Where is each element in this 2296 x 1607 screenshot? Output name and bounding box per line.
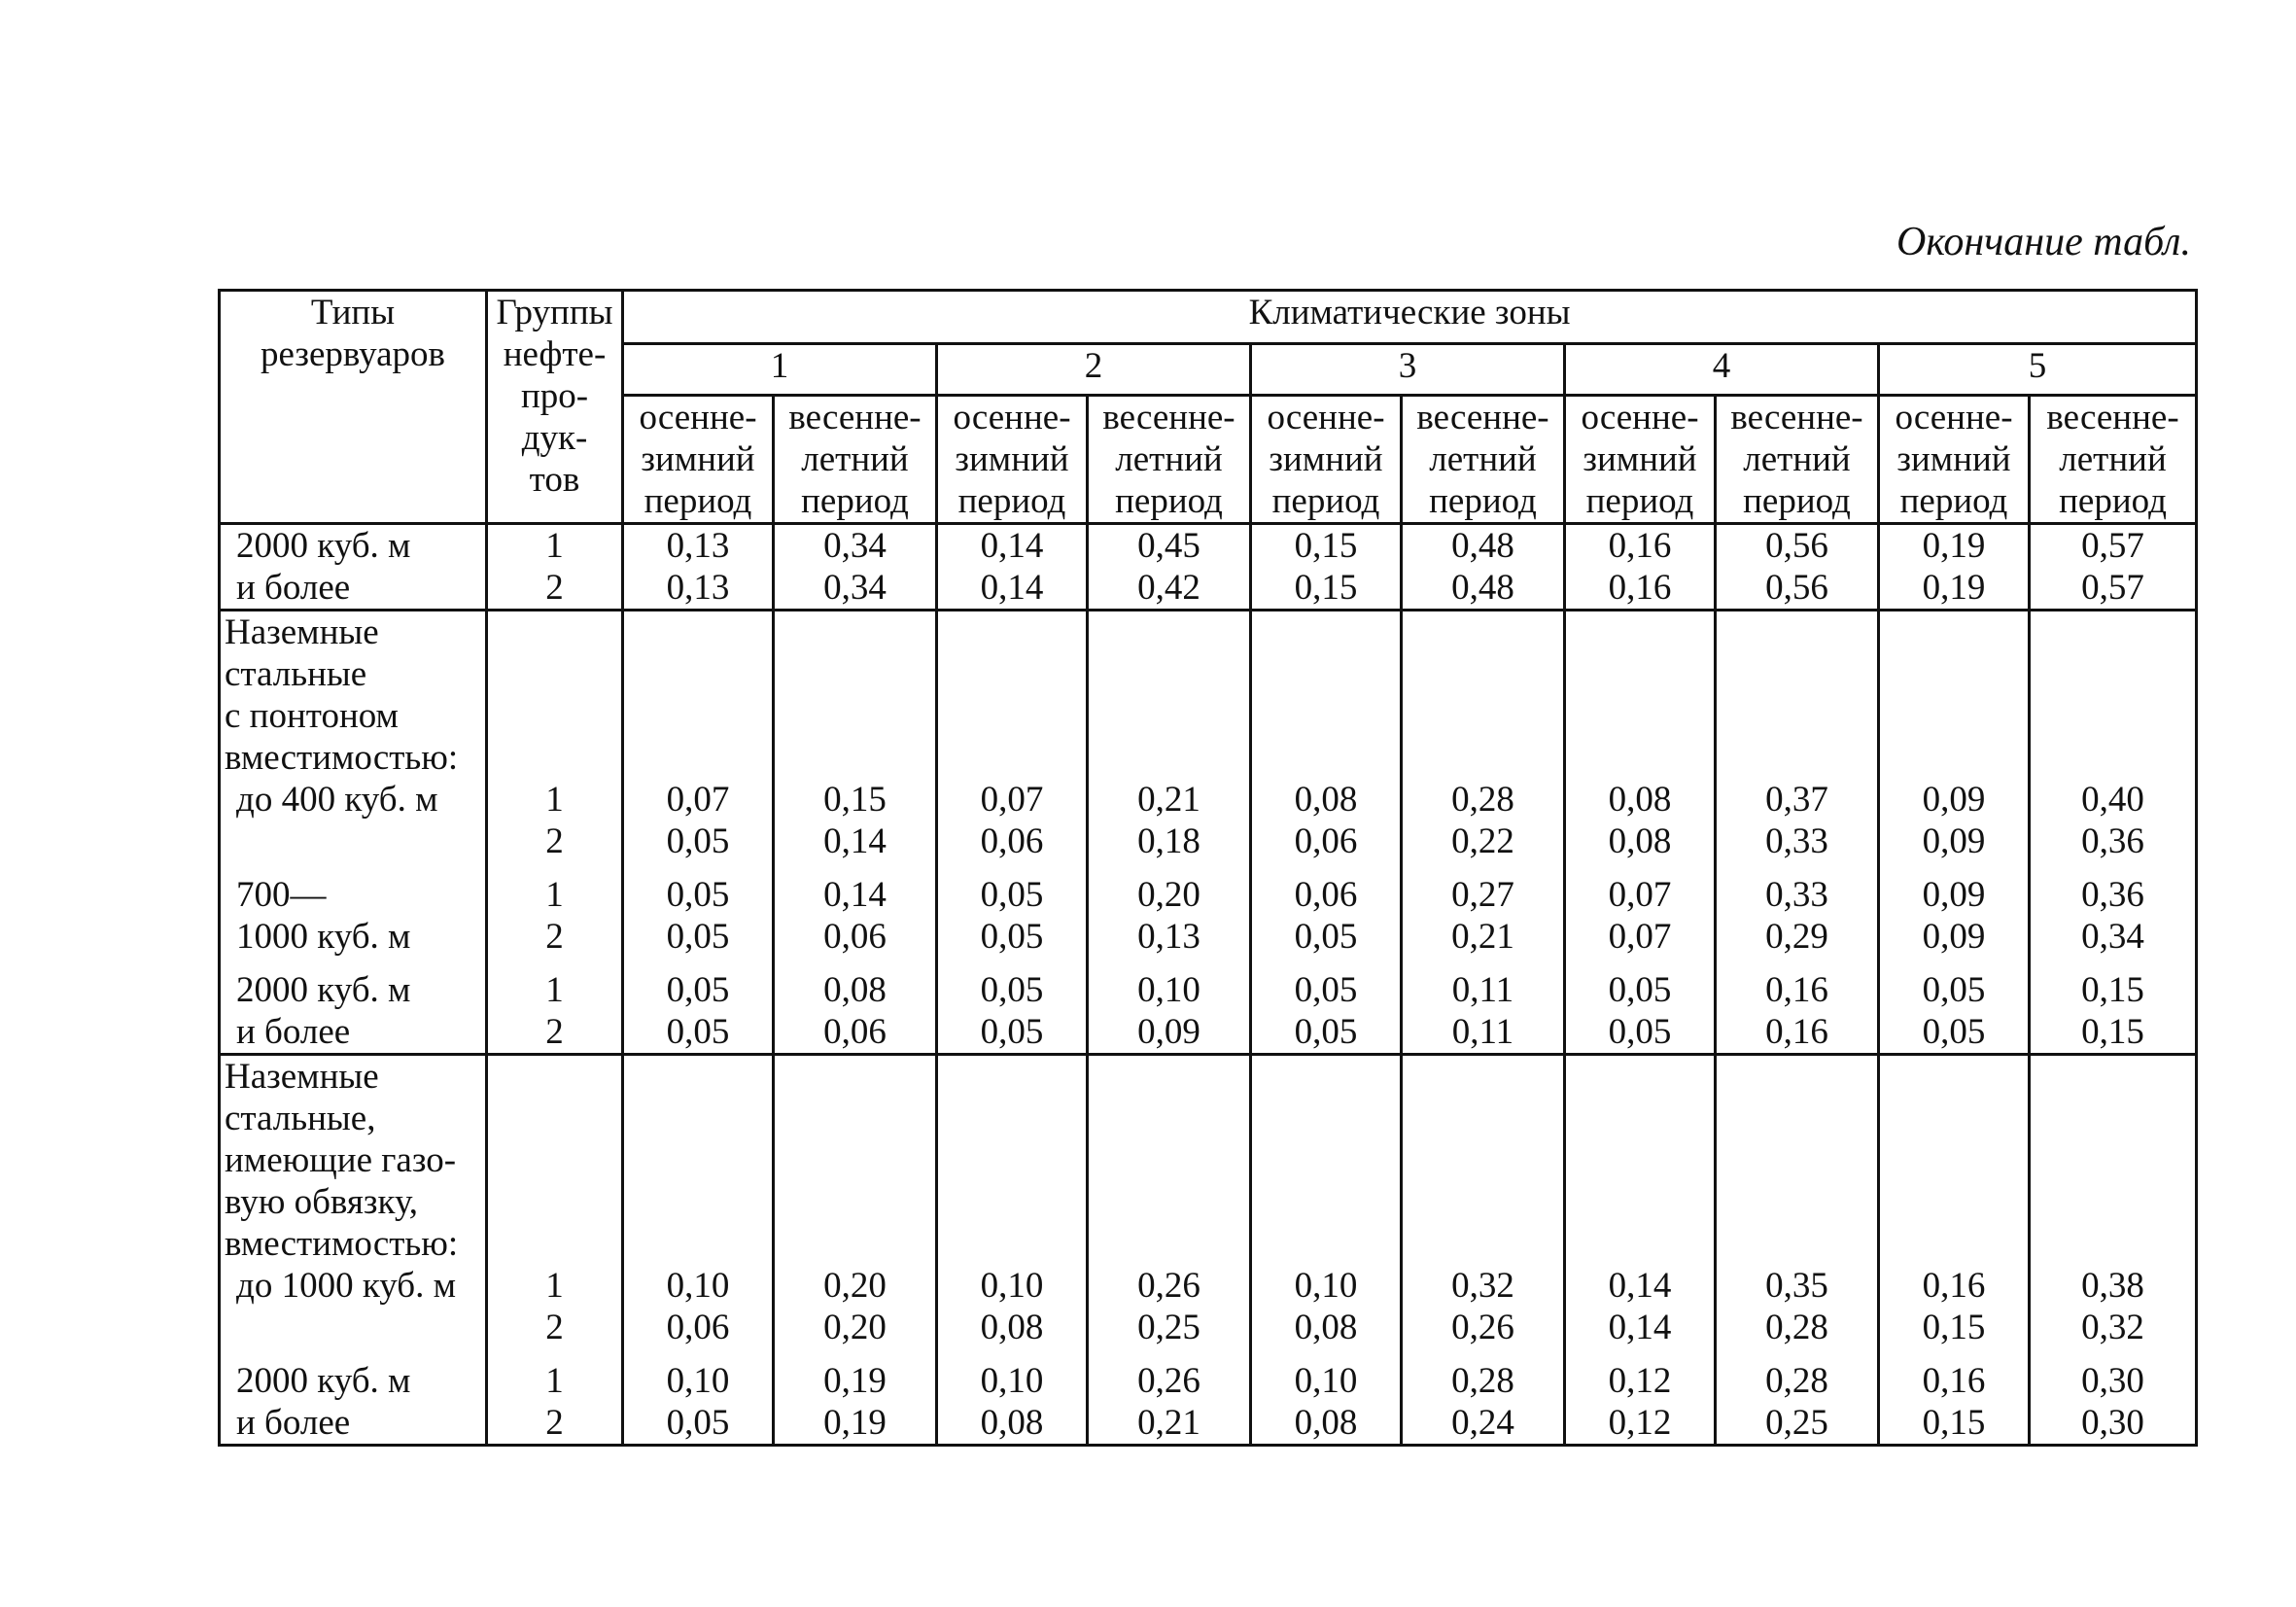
zone-3-spring-cell xyxy=(1402,1055,1565,1446)
zone-5-spring-cell xyxy=(2030,524,2197,611)
zone-3-spring-cell xyxy=(1402,524,1565,611)
zone-1-spring-cell-value: 0,20 xyxy=(823,1266,887,1306)
table-caption: Окончание табл. xyxy=(1896,220,2191,264)
header-autumn-period-zone-5: осенне- зимний период xyxy=(1879,396,2030,524)
zone-4-autumn-cell-value: 0,05 xyxy=(1608,1012,1672,1052)
zone-5-spring-cell-value: 0,30 xyxy=(2081,1403,2144,1443)
zone-3-spring-cell-value: 0,48 xyxy=(1451,526,1514,566)
zone-2-autumn-cell-value: 0,14 xyxy=(980,568,1044,608)
zone-2-spring-cell-value: 0,26 xyxy=(1137,1361,1200,1401)
zone-1-autumn-cell-value: 0,13 xyxy=(666,568,730,608)
zone-5-autumn-cell-value: 0,05 xyxy=(1922,970,1986,1010)
zone-1-spring-cell-value: 0,34 xyxy=(823,526,887,566)
zone-5-autumn-cell-value: 0,16 xyxy=(1922,1266,1986,1306)
header-autumn-period-zone-1: осенне- зимний период xyxy=(623,396,774,524)
zone-2-autumn-cell xyxy=(937,1055,1088,1446)
zone-3-spring-cell xyxy=(1402,611,1565,1055)
zone-5-autumn-cell-value: 0,15 xyxy=(1922,1308,1986,1347)
tank-type-cell xyxy=(220,524,487,611)
table-body xyxy=(220,524,2197,1446)
capacity-label: 2000 куб. м и более xyxy=(236,526,411,608)
zone-5-spring-cell-value: 0,40 xyxy=(2081,780,2144,820)
zone-2-autumn-cell xyxy=(937,524,1088,611)
zone-4-spring-cell-value: 0,37 xyxy=(1765,780,1828,820)
zone-4-autumn-cell xyxy=(1565,611,1716,1055)
section-heading-line: Наземные xyxy=(225,612,379,652)
zone-5-spring-cell xyxy=(2030,611,2197,1055)
zone-1-autumn-cell-value: 0,10 xyxy=(666,1361,730,1401)
zone-4-autumn-cell-value: 0,07 xyxy=(1608,917,1672,957)
product-group-cell xyxy=(487,611,623,1055)
capacity-label: 700— 1000 куб. м xyxy=(236,875,411,957)
zone-1-spring-cell-value: 0,19 xyxy=(823,1361,887,1401)
zone-1-spring-cell xyxy=(774,524,937,611)
zone-1-spring-cell-value: 0,34 xyxy=(823,568,887,608)
capacity-label: до 1000 куб. м xyxy=(236,1266,457,1306)
table-section-row xyxy=(220,1055,2197,1446)
zone-3-spring-cell-value: 0,28 xyxy=(1451,780,1514,820)
zone-2-spring-cell xyxy=(1088,611,1251,1055)
zone-3-autumn-cell-value: 0,05 xyxy=(1294,917,1358,957)
zone-5-autumn-cell-value: 0,09 xyxy=(1922,917,1986,957)
zone-5-autumn-cell-value: 0,19 xyxy=(1922,526,1986,566)
header-autumn-period-zone-3: осенне- зимний период xyxy=(1251,396,1402,524)
product-group-cell-value: 2 xyxy=(545,1012,564,1052)
zone-2-spring-cell-value: 0,26 xyxy=(1137,1266,1200,1306)
table-header xyxy=(220,291,2197,524)
zone-5-autumn-cell-value: 0,09 xyxy=(1922,780,1986,820)
zone-3-autumn-cell xyxy=(1251,524,1402,611)
section-heading-line: Наземные xyxy=(225,1057,379,1097)
zone-5-spring-cell-value: 0,15 xyxy=(2081,970,2144,1010)
header-spring-period-zone-4: весенне- летний период xyxy=(1716,396,1879,524)
zone-2-autumn-cell-value: 0,10 xyxy=(980,1266,1044,1306)
zone-2-spring-cell-value: 0,25 xyxy=(1137,1308,1200,1347)
tank-type-cell xyxy=(220,1055,487,1446)
zone-3-autumn-cell xyxy=(1251,1055,1402,1446)
zone-3-autumn-cell-value: 0,10 xyxy=(1294,1266,1358,1306)
header-spring-period-zone-2: весенне- летний период xyxy=(1088,396,1251,524)
zone-3-spring-cell-value: 0,28 xyxy=(1451,1361,1514,1401)
zone-3-spring-cell-value: 0,22 xyxy=(1451,821,1514,861)
zone-4-spring-cell-value: 0,56 xyxy=(1765,568,1828,608)
zone-2-autumn-cell-value: 0,05 xyxy=(980,875,1044,915)
zone-2-spring-cell-value: 0,13 xyxy=(1137,917,1200,957)
zone-1-autumn-cell xyxy=(623,524,774,611)
header-zone-5: 5 xyxy=(1879,344,2197,396)
zone-3-spring-cell-value: 0,21 xyxy=(1451,917,1514,957)
zone-4-spring-cell-value: 0,25 xyxy=(1765,1403,1828,1443)
zone-2-spring-cell-value: 0,18 xyxy=(1137,821,1200,861)
zone-3-autumn-cell-value: 0,10 xyxy=(1294,1361,1358,1401)
zone-1-spring-cell xyxy=(774,1055,937,1446)
zone-5-spring-cell-value: 0,34 xyxy=(2081,917,2144,957)
zone-3-spring-cell-value: 0,32 xyxy=(1451,1266,1514,1306)
zone-1-autumn-cell-value: 0,13 xyxy=(666,526,730,566)
header-zone-1: 1 xyxy=(623,344,937,396)
zone-1-autumn-cell-value: 0,07 xyxy=(666,780,730,820)
zone-2-autumn-cell-value: 0,05 xyxy=(980,970,1044,1010)
zone-5-autumn-cell-value: 0,16 xyxy=(1922,1361,1986,1401)
zone-5-spring-cell-value: 0,36 xyxy=(2081,875,2144,915)
zone-4-spring-cell-value: 0,29 xyxy=(1765,917,1828,957)
zone-2-spring-cell-value: 0,42 xyxy=(1137,568,1200,608)
zone-2-spring-cell xyxy=(1088,1055,1251,1446)
product-group-cell-value: 2 xyxy=(545,917,564,957)
zone-5-spring-cell-value: 0,32 xyxy=(2081,1308,2144,1347)
zone-4-autumn-cell-value: 0,08 xyxy=(1608,780,1672,820)
zone-2-spring-cell-value: 0,21 xyxy=(1137,1403,1200,1443)
zone-3-autumn-cell-value: 0,08 xyxy=(1294,780,1358,820)
section-heading-line: имеющие газо- xyxy=(225,1140,457,1180)
zone-2-spring-cell-value: 0,10 xyxy=(1137,970,1200,1010)
zone-4-autumn-cell-value: 0,14 xyxy=(1608,1266,1672,1306)
capacity-label: 2000 куб. м и более xyxy=(236,1361,411,1443)
product-group-cell-value: 1 xyxy=(545,526,564,566)
header-spring-period-zone-3: весенне- летний период xyxy=(1402,396,1565,524)
zone-2-autumn-cell-value: 0,07 xyxy=(980,780,1044,820)
product-group-cell-value: 1 xyxy=(545,1266,564,1306)
zone-2-autumn-cell-value: 0,10 xyxy=(980,1361,1044,1401)
product-group-cell-value: 2 xyxy=(545,568,564,608)
zone-1-autumn-cell-value: 0,06 xyxy=(666,1308,730,1347)
zone-5-autumn-cell-value: 0,05 xyxy=(1922,1012,1986,1052)
header-product-groups: Группы нефте- про- дук- тов xyxy=(487,291,623,524)
zone-4-spring-cell xyxy=(1716,524,1879,611)
zone-4-autumn-cell-value: 0,14 xyxy=(1608,1308,1672,1347)
table-section-row xyxy=(220,524,2197,611)
zone-3-autumn-cell xyxy=(1251,611,1402,1055)
zone-1-autumn-cell-value: 0,05 xyxy=(666,917,730,957)
header-zone-2: 2 xyxy=(937,344,1251,396)
product-group-cell-value: 2 xyxy=(545,1403,564,1443)
header-autumn-period-zone-2: осенне- зимний период xyxy=(937,396,1088,524)
zone-1-autumn-cell xyxy=(623,611,774,1055)
product-group-cell xyxy=(487,524,623,611)
product-group-cell-value: 1 xyxy=(545,780,564,820)
zone-1-spring-cell-value: 0,06 xyxy=(823,917,887,957)
zone-4-spring-cell-value: 0,33 xyxy=(1765,821,1828,861)
zone-4-spring-cell-value: 0,16 xyxy=(1765,1012,1828,1052)
section-heading-line: вую обвязку, xyxy=(225,1182,419,1222)
zone-2-spring-cell-value: 0,21 xyxy=(1137,780,1200,820)
product-group-cell-value: 1 xyxy=(545,1361,564,1401)
zone-2-spring-cell xyxy=(1088,524,1251,611)
zone-3-spring-cell-value: 0,11 xyxy=(1451,970,1514,1010)
zone-5-autumn-cell xyxy=(1879,611,2030,1055)
zone-4-spring-cell-value: 0,16 xyxy=(1765,970,1828,1010)
zone-2-spring-cell-value: 0,09 xyxy=(1137,1012,1200,1052)
zone-1-spring-cell-value: 0,19 xyxy=(823,1403,887,1443)
zone-4-spring-cell-value: 0,35 xyxy=(1765,1266,1828,1306)
zone-3-spring-cell-value: 0,24 xyxy=(1451,1403,1514,1443)
zone-3-autumn-cell-value: 0,15 xyxy=(1294,568,1358,608)
zone-4-autumn-cell-value: 0,12 xyxy=(1608,1361,1672,1401)
zone-2-autumn-cell-value: 0,05 xyxy=(980,1012,1044,1052)
zone-3-autumn-cell-value: 0,08 xyxy=(1294,1403,1358,1443)
capacity-label: до 400 куб. м xyxy=(236,780,438,820)
zone-3-autumn-cell-value: 0,06 xyxy=(1294,875,1358,915)
zone-3-autumn-cell-value: 0,08 xyxy=(1294,1308,1358,1347)
zone-1-autumn-cell-value: 0,05 xyxy=(666,970,730,1010)
zone-5-autumn-cell xyxy=(1879,1055,2030,1446)
zone-3-spring-cell-value: 0,11 xyxy=(1451,1012,1514,1052)
section-heading-line: с понтоном xyxy=(225,696,399,736)
zone-4-spring-cell xyxy=(1716,1055,1879,1446)
zone-4-autumn-cell-value: 0,05 xyxy=(1608,970,1672,1010)
tank-type-cell xyxy=(220,611,487,1055)
zone-1-autumn-cell-value: 0,05 xyxy=(666,1012,730,1052)
zone-3-spring-cell-value: 0,26 xyxy=(1451,1308,1514,1347)
table-section-row xyxy=(220,611,2197,1055)
zone-5-spring-cell xyxy=(2030,1055,2197,1446)
zone-5-autumn-cell-value: 0,15 xyxy=(1922,1403,1986,1443)
section-heading-line: стальные xyxy=(225,654,367,694)
zone-1-autumn-cell-value: 0,10 xyxy=(666,1266,730,1306)
zone-1-spring-cell-value: 0,06 xyxy=(823,1012,887,1052)
zone-1-autumn-cell-value: 0,05 xyxy=(666,875,730,915)
zone-4-spring-cell-value: 0,28 xyxy=(1765,1308,1828,1347)
zone-4-autumn-cell-value: 0,08 xyxy=(1608,821,1672,861)
zone-5-spring-cell-value: 0,15 xyxy=(2081,1012,2144,1052)
zone-4-spring-cell-value: 0,56 xyxy=(1765,526,1828,566)
zone-1-spring-cell-value: 0,20 xyxy=(823,1308,887,1347)
zone-1-spring-cell-value: 0,08 xyxy=(823,970,887,1010)
section-heading-line: вместимостью: xyxy=(225,738,459,778)
zone-4-autumn-cell-value: 0,16 xyxy=(1608,568,1672,608)
zone-3-autumn-cell-value: 0,05 xyxy=(1294,970,1358,1010)
zone-5-autumn-cell-value: 0,09 xyxy=(1922,875,1986,915)
zone-4-spring-cell xyxy=(1716,611,1879,1055)
zone-5-spring-cell-value: 0,57 xyxy=(2081,526,2144,566)
zone-5-spring-cell-value: 0,30 xyxy=(2081,1361,2144,1401)
product-group-cell-value: 1 xyxy=(545,970,564,1010)
zone-4-spring-cell-value: 0,33 xyxy=(1765,875,1828,915)
zone-2-autumn-cell-value: 0,06 xyxy=(980,821,1044,861)
zone-4-autumn-cell-value: 0,07 xyxy=(1608,875,1672,915)
zone-3-autumn-cell-value: 0,06 xyxy=(1294,821,1358,861)
header-zone-4: 4 xyxy=(1565,344,1879,396)
zone-4-autumn-cell-value: 0,12 xyxy=(1608,1403,1672,1443)
zone-4-autumn-cell-value: 0,16 xyxy=(1608,526,1672,566)
zone-4-autumn-cell xyxy=(1565,524,1716,611)
zone-2-spring-cell-value: 0,20 xyxy=(1137,875,1200,915)
header-tank-types: Типы резервуаров xyxy=(220,291,487,524)
capacity-label: 2000 куб. м и более xyxy=(236,970,411,1052)
product-group-cell-value: 2 xyxy=(545,1308,564,1347)
zone-1-spring-cell xyxy=(774,611,937,1055)
header-zone-3: 3 xyxy=(1251,344,1565,396)
product-group-cell-value: 1 xyxy=(545,875,564,915)
zone-5-spring-cell-value: 0,36 xyxy=(2081,821,2144,861)
zone-2-autumn-cell xyxy=(937,611,1088,1055)
zone-3-autumn-cell-value: 0,05 xyxy=(1294,1012,1358,1052)
zone-1-autumn-cell xyxy=(623,1055,774,1446)
header-spring-period-zone-5: весенне- летний период xyxy=(2030,396,2197,524)
section-heading-line: вместимостью: xyxy=(225,1224,459,1264)
zone-1-spring-cell-value: 0,14 xyxy=(823,875,887,915)
zone-5-autumn-cell-value: 0,09 xyxy=(1922,821,1986,861)
zone-1-autumn-cell-value: 0,05 xyxy=(666,1403,730,1443)
zone-5-spring-cell-value: 0,38 xyxy=(2081,1266,2144,1306)
product-group-cell-value: 2 xyxy=(545,821,564,861)
zone-3-spring-cell-value: 0,48 xyxy=(1451,568,1514,608)
zone-3-autumn-cell-value: 0,15 xyxy=(1294,526,1358,566)
section-heading-line: стальные, xyxy=(225,1099,376,1138)
zone-2-autumn-cell-value: 0,05 xyxy=(980,917,1044,957)
zone-1-spring-cell-value: 0,14 xyxy=(823,821,887,861)
zone-2-autumn-cell-value: 0,08 xyxy=(980,1403,1044,1443)
zone-5-spring-cell-value: 0,57 xyxy=(2081,568,2144,608)
product-group-cell xyxy=(487,1055,623,1446)
zone-5-autumn-cell-value: 0,19 xyxy=(1922,568,1986,608)
evaporation-table xyxy=(218,289,2198,1447)
zone-4-autumn-cell xyxy=(1565,1055,1716,1446)
zone-1-spring-cell-value: 0,15 xyxy=(823,780,887,820)
zone-2-spring-cell-value: 0,45 xyxy=(1137,526,1200,566)
zone-3-spring-cell-value: 0,27 xyxy=(1451,875,1514,915)
header-climate-zones: Климатические зоны xyxy=(623,291,2197,344)
zone-2-autumn-cell-value: 0,08 xyxy=(980,1308,1044,1347)
zone-2-autumn-cell-value: 0,14 xyxy=(980,526,1044,566)
header-spring-period-zone-1: весенне- летний период xyxy=(774,396,937,524)
zone-4-spring-cell-value: 0,28 xyxy=(1765,1361,1828,1401)
zone-5-autumn-cell xyxy=(1879,524,2030,611)
header-autumn-period-zone-4: осенне- зимний период xyxy=(1565,396,1716,524)
zone-1-autumn-cell-value: 0,05 xyxy=(666,821,730,861)
